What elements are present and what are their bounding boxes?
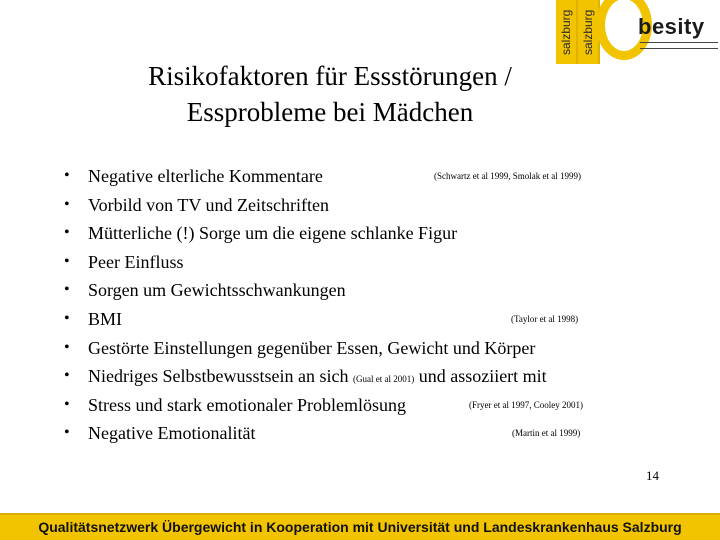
- bullet-text: Peer Einfluss: [88, 251, 184, 272]
- title-line-2: Essprobleme bei Mädchen: [186, 97, 474, 127]
- logo-vertical-text: salzburg: [581, 9, 595, 55]
- obesity-logo: [556, 0, 720, 64]
- risk-factor-list: [64, 162, 664, 448]
- citation: (Schwartz et al 1999, Smolak et al 1999): [434, 171, 581, 181]
- list-item: [64, 276, 664, 305]
- bullet-text: Negative elterliche Kommentare: [88, 166, 323, 186]
- logo-underline: [640, 42, 718, 49]
- bullet-text: Sorgen um Gewichtsschwankungen: [88, 280, 346, 301]
- bullet-text: Mütterliche (!) Sorge um die eigene schlanke Figur: [88, 223, 458, 244]
- list-item: [64, 191, 664, 220]
- citation: (Fryer et al 1997, Cooley 2001): [469, 399, 583, 410]
- list-item: [64, 419, 664, 448]
- bullet-text: Gestörte Einstellungen gegenüber Essen, Gewicht und Körper: [88, 337, 536, 358]
- list-item: [64, 219, 664, 248]
- logo-word: besity: [638, 14, 705, 39]
- citation: (Martin et al 1999): [512, 428, 581, 439]
- footer-banner: Qualitätsnetzwerk Übergewicht in Kooperation mit Universität und Landeskrankenhaus Salzburg: [0, 513, 720, 540]
- bullet-text: BMI: [88, 308, 123, 329]
- list-item: [64, 391, 664, 420]
- bullet-text: Negative Emotionalität: [88, 423, 256, 444]
- list-item: [64, 362, 664, 391]
- slide-title: [80, 58, 580, 130]
- bullet-text: Vorbild von TV und Zeitschriften: [88, 194, 329, 215]
- bullet-text: Niedriges Selbstbewusstsein an sich: [88, 366, 349, 387]
- citation: (Gual et al 2001): [352, 374, 415, 385]
- list-item: [64, 248, 664, 277]
- logo-vertical-text: salzburg: [559, 9, 573, 55]
- list-item: [64, 305, 664, 334]
- list-item: [64, 162, 664, 191]
- bullet-text: Stress und stark emotionaler Problemlösung: [88, 394, 406, 415]
- citation: (Taylor et al 1998): [511, 313, 579, 324]
- title-line-1: Risikofaktoren für Essstörungen /: [148, 61, 512, 91]
- bullet-text-continued: und assoziiert mit: [418, 366, 547, 387]
- page-number: 14: [646, 468, 659, 483]
- list-item: [64, 334, 664, 363]
